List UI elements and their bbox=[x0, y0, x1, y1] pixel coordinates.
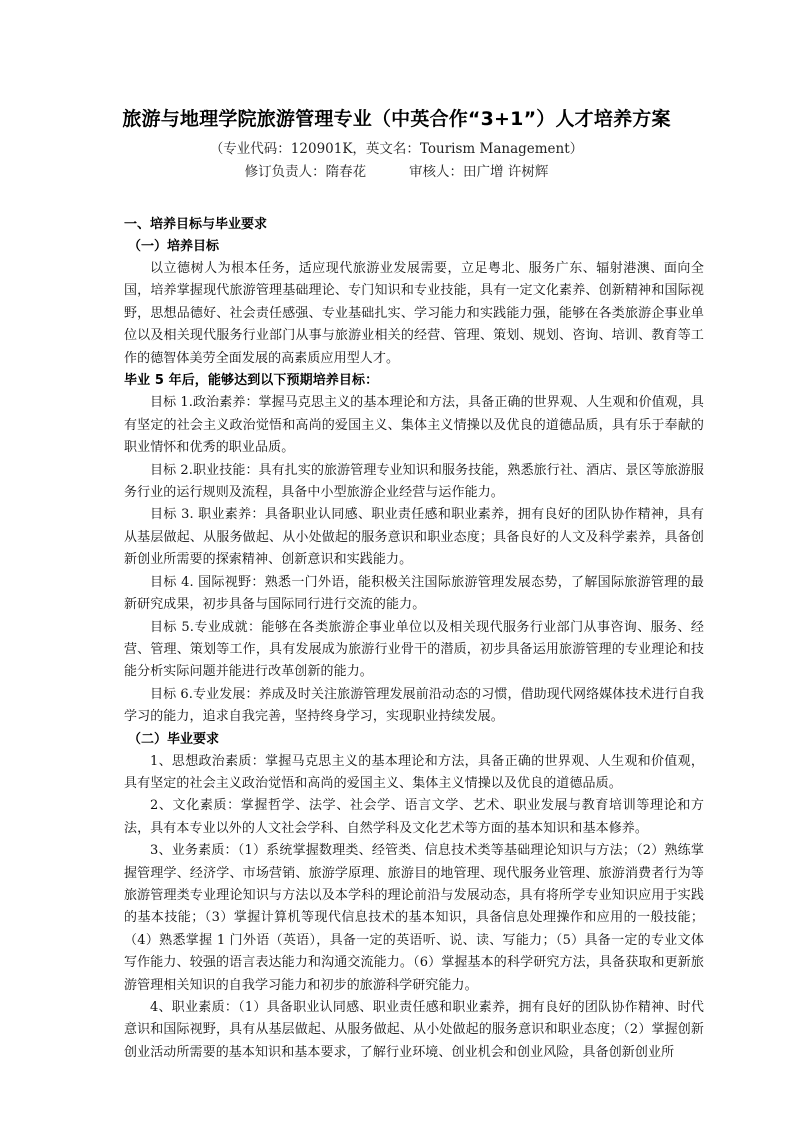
goal-paragraph: 目标 3. 职业素养：具备职业认同感、职业责任感和职业素养，拥有良好的团队协作精神，具有从基层做起、从服务做起、从小处做起的服务意识和职业态度；具备良好的人文及科学素养，具备创新创业所需要的探索精神、创新意识和实践能力。 bbox=[124, 507, 704, 568]
goal-paragraph: 目标 2.职业技能：具有扎实的旅游管理专业知识和服务技能，熟悉旅行社、酒店、景区等旅游服务行业的运行规则及流程，具备中小型旅游企业经营与运作能力。 bbox=[124, 462, 704, 501]
goals-subheading-text: 毕业 5 年后，能够达到以下预期培养目标： bbox=[124, 373, 379, 389]
goal-paragraph: 目标 1.政治素养：掌握马克思主义的基本理论和方法，具备正确的世界观、人生观和价值观，具有坚定的社会主义政治觉悟和高尚的爱国主义、集体主义情操以及优良的道德品质，具有乐于奉献的职业情怀和优秀的职业品质。 bbox=[124, 395, 704, 456]
goals-subheading bbox=[124, 370, 704, 392]
goals-intro-paragraph: 以立德树人为根本任务，适应现代旅游业发展需要，立足粤北、服务广东、辐射港澳、面向全国，培养掌握现代旅游管理基础理论、专门知识和专业技能，具有一定文化素养、创新精神和国际视野，思想品德好、社会责任感强、专业基础扎实、学习能力和实践能力强，能够在各类旅游企事业单位以及相关现代服务行业部门从事与旅游业相关的经营、管理、策划、规划、咨询、培训、教育等工作的德智体美劳全面发展的高素质应用型人才。 bbox=[124, 261, 704, 366]
section-heading: 一、培养目标与毕业要求 bbox=[124, 217, 268, 232]
goal-paragraph: 目标 5.专业成就：能够在各类旅游企事业单位以及相关现代服务行业部门从事咨询、服务、经营、管理、策划等工作，具有发展成为旅游行业骨干的潜质，初步具备运用旅游管理的专业理论和技能分析实际问题并能进行改革创新的能力。 bbox=[124, 619, 704, 680]
program-code-line: （专业代码：120901K，英文名：Tourism Management） bbox=[209, 141, 584, 157]
requirement-paragraph: 1、思想政治素质：掌握马克思主义的基本理论和方法，具备正确的世界观、人生观和价值观，具有坚定的社会主义政治觉悟和高尚的爱国主义、集体主义情操以及优良的道德品质。 bbox=[124, 753, 704, 791]
subsection-heading-goals: （一）培养目标 bbox=[128, 239, 220, 254]
document-body bbox=[124, 214, 704, 1064]
requirement-paragraph: 2、文化素质：掌握哲学、法学、社会学、语言文学、艺术、职业发展与教育培训等理论和方法，具有本专业以外的人文社会学科、自然学科及文化艺术等方面的基本知识和基本修养。 bbox=[124, 798, 704, 836]
goal-paragraph: 目标 4. 国际视野：熟悉一门外语，能积极关注国际旅游管理发展态势，了解国际旅游管理的最新研究成果，初步具备与国际同行进行交流的能力。 bbox=[124, 574, 704, 613]
requirement-paragraph: 4、职业素质：（1）具备职业认同感、职业责任感和职业素养，拥有良好的团队协作精神、时代意识和国际视野，具有从基层做起、从服务做起、从小处做起的服务意识和职业态度；（2）掌握创新创业活动所需要的基本知识和基本要求，了解行业环境、创业机会和创业风险，具备创新创业所 bbox=[124, 1000, 704, 1060]
goal-paragraph: 目标 6.专业发展：养成及时关注旅游管理发展前沿动态的习惯，借助现代网络媒体技术进行自我学习的能力，追求自我完善，坚持终身学习，实现职业持续发展。 bbox=[124, 686, 704, 725]
requirement-paragraph: 3、业务素质：（1）系统掌握数理类、经管类、信息技术类等基础理论知识与方法；（2）熟练掌握管理学、经济学、市场营销、旅游学原理、旅游目的地管理、现代服务业管理、旅游消费者行为等旅游管理类专业理论知识与方法以及本学科的理论前沿与发展动态，具有将所学专业知识应用于实践的基本技能；（3）掌握计算机等现代信息技术的基本知识，具备信息处理操作和应用的一般技能；（4）熟悉掌握 1 门外语（英语），具备一定的英语听、说、读、写能力；（5）具备一定的专业文体写作能力、较强的语言表达能力和沟通交流能力。（6）掌握基本的科学研究方法，具备获取和更新旅游管理相关知识的自我学习能力和初步的旅游科学研究能力。 bbox=[124, 843, 704, 993]
subsection-heading-requirements: （二）毕业要求 bbox=[128, 731, 220, 747]
document-title: 旅游与地理学院旅游管理专业（中英合作“3+1”）人才培养方案 bbox=[122, 108, 671, 130]
reviewers-line: 修订负责人：隋春花 审核人：田广增 许树辉 bbox=[244, 164, 549, 180]
